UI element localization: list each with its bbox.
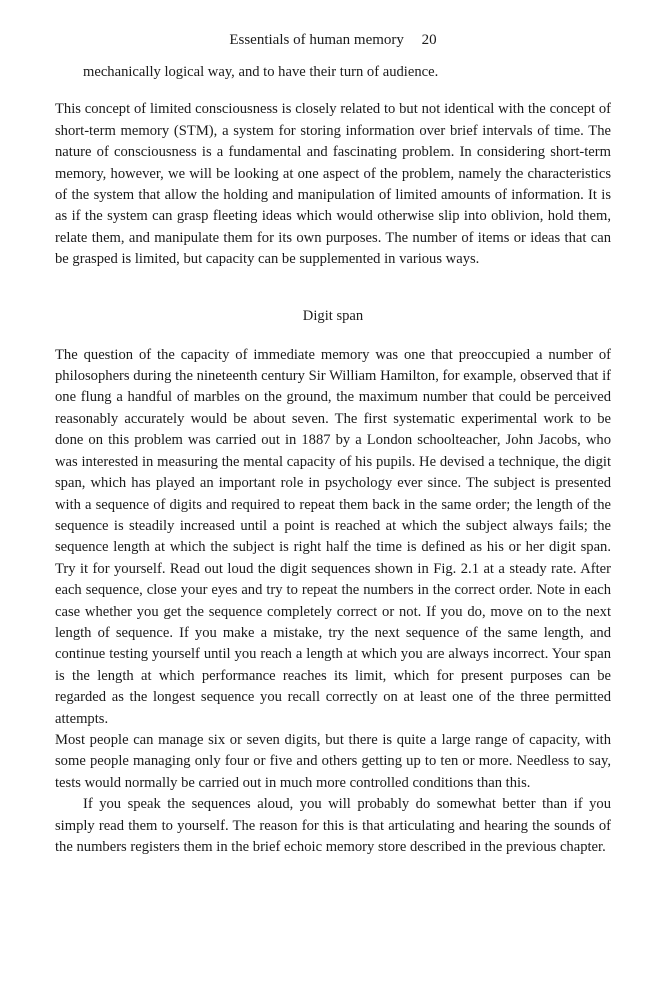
paragraph-stm: This concept of limited consciousness is closely related to but not identical with the concept of short-term memory (STM), a system for storing information over brief intervals of time. The nature of consciousness is a fundamental and fascinating problem. In considering short-term memory, however, we will be looking at one aspect of the problem, namely the characteristics of the system that allow the holding and manipulation of limited amounts of information. It is as if the system can grasp fleeting ideas which would otherwise slip into oblivion, hold them, relate them, and manipulate them for its own purposes. The number of items or ideas that can be grasped is limited, but capacity can be supplemented in various ways. xyxy=(55,101,611,268)
paragraph-aloud: If you speak the sequences aloud, you will probably do somewhat better than if you simply read them to yourself. The reason for this is that articulating and hearing the sounds of the numbers registers them in the brief echoic memory store described in the previous chapter. xyxy=(55,796,611,855)
body-text xyxy=(55,62,611,858)
paragraph-continued: mechanically logical way, and to have their turn of audience. xyxy=(83,64,439,80)
section-heading: Digit span xyxy=(302,307,364,324)
paragraph-digit-span: The question of the capacity of immediate memory was one that preoccupied a number of philosophers during the nineteenth century Sir William Hamilton, for example, observed that if one flung a handful of marbles on the ground, the maximum number that could be perceived reasonably accurately would be about seven. The first systematic experimental work to be done on this problem was carried out in 1887 by a London schoolteacher, John Jacobs, who was interested in measuring the mental capacity of his pupils. He devised a technique, the digit span, which has played an important role in psychology ever since. The subject is presented with a sequence of digits and required to repeat them back in the same order; the length of the sequence is steadily increased until a point is reached at which the subject always fails; the sequence length at which the subject is right half the time is defined as his or her digit span. Try it for yourself. Read out loud the digit sequences shown in Fig. 2.1 at a steady rate. After each sequence, close your eyes and try to repeat the numbers in the correct order. Note in each case whether you get the sequence completely correct or not. If you do, move on to the next length of sequence. If you make a mistake, try the next sequence of the same length, and continue testing yourself until you reach a length at which you are always incorrect. Your span is the length at which performance reaches its limit, which for present purposes can be regarded as the longest sequence you recall correctly on at least one of the three permitted attempts. xyxy=(55,346,611,727)
paragraph-capacity: Most people can manage six or seven digits, but there is quite a large range of capacity, with some people managing only four or five and others getting up to ten or more. Needless to say, tests would normally be carried out in much more controlled conditions than this. xyxy=(55,731,611,791)
running-head xyxy=(0,30,666,50)
running-head-title: Essentials of human memory xyxy=(229,32,404,48)
page-number: 20 xyxy=(421,32,437,48)
